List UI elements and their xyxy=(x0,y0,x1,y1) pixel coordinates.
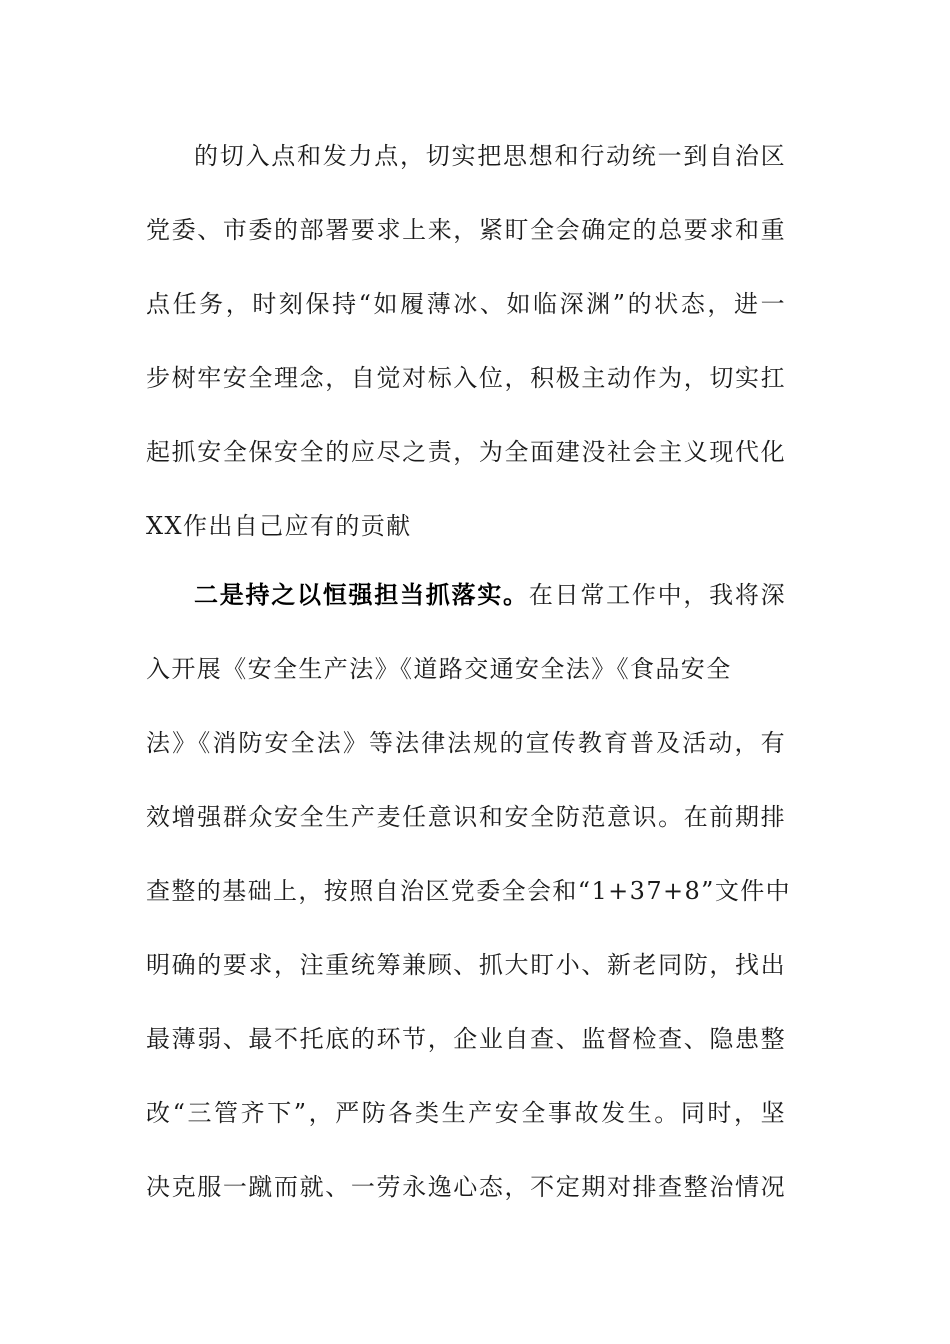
paragraph1-line-1: 的切入点和发力点，切实把思想和行动统一到自治区 xyxy=(194,142,786,170)
paragraph1-line-6: XX作出自己应有的贡献 xyxy=(146,512,412,540)
paragraph2-line-5: 查整的基础上，按照自治区党委全会和“1+37+8”文件中 xyxy=(146,877,792,905)
paragraph1-line-5: 起抓安全保安全的应尽之责，为全面建没社会主义现代化 xyxy=(146,438,786,466)
paragraph1-line-4: 步树牢安全理念，自觉对标入位，积极主动作为，切实扛 xyxy=(146,364,786,392)
paragraph2-line-1 xyxy=(194,575,786,615)
paragraph1-line-2: 党委、市委的部署要求上来，紧盯全会确定的总要求和重 xyxy=(146,216,786,244)
paragraph2-line-8: 改“三管齐下”，严防各类生产安全事故发生。同时，坚 xyxy=(146,1099,786,1127)
paragraph2-line-9: 决克服一蹴而就、一劳永逸心态，不定期对排查整治情况 xyxy=(146,1173,786,1201)
paragraph2-line-4: 效增强群众安全生产麦任意识和安全防范意识。在前期排 xyxy=(146,803,786,831)
paragraph2-line-6: 明确的要求，注重统筹兼顾、抓大盯小、新老同防，找出 xyxy=(146,951,786,979)
paragraph2-heading: 二是持之以恒强担当抓落实。 xyxy=(194,580,529,609)
paragraph2-line-3: 法》《消防安全法》等法律法规的宣传教育普及活动，有 xyxy=(146,729,786,757)
paragraph2-line-1-rest: 在日常工作中，我将深 xyxy=(528,581,787,609)
paragraph1-line-3: 点任务，时刻保持“如履薄冰、如临深渊”的状态，进一 xyxy=(146,290,786,318)
paragraph2-line-7: 最薄弱、最不托底的环节，企业自查、监督检查、隐患整 xyxy=(146,1025,786,1053)
paragraph2-line-2: 入开展《安全生产法》《道路交通安全法》《食品安全 xyxy=(146,655,732,683)
